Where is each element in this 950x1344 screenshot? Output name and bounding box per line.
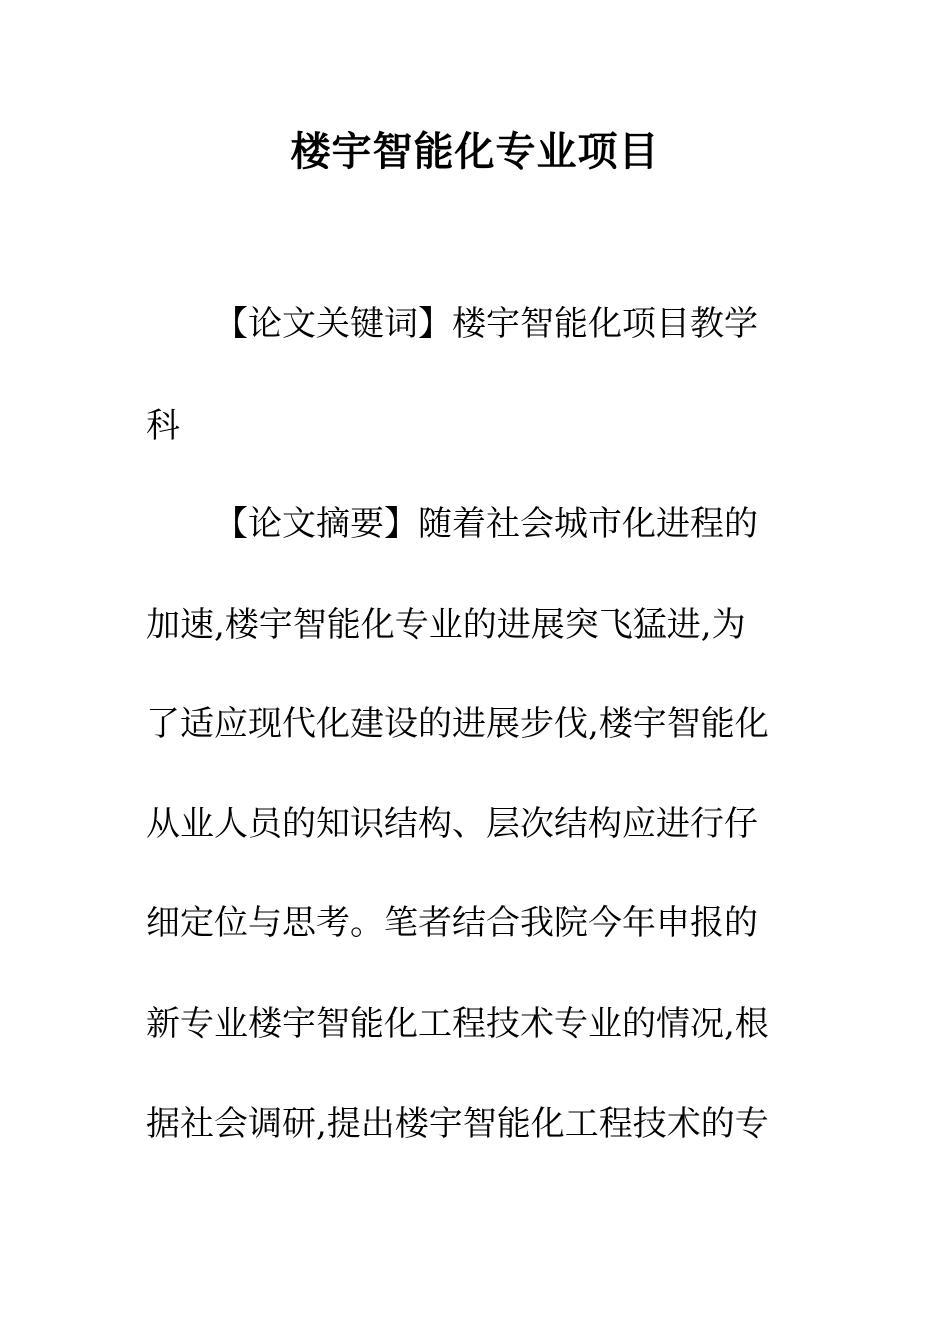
abstract-line-1: 【论文摘要】随着社会城市化进程的 [214,504,758,544]
keywords-line-2: 科 [146,406,180,446]
abstract-line-3: 了适应现代化建设的进展步伐,楼宇智能化 [146,704,769,744]
keywords-line-1: 【论文关键词】楼宇智能化项目教学 [214,304,758,344]
abstract-line-7: 据社会调研,提出楼宇智能化工程技术的专 [146,1104,769,1144]
document-title: 楼宇智能化专业项目 [290,128,660,175]
abstract-line-4: 从业人员的知识结构、层次结构应进行仔 [146,804,758,844]
abstract-line-2: 加速,楼宇智能化专业的进展突飞猛进,为 [146,605,746,645]
abstract-line-6: 新专业楼宇智能化工程技术专业的情况,根 [146,1004,769,1044]
abstract-line-5: 细定位与思考。笔者结合我院今年申报的 [146,903,758,943]
